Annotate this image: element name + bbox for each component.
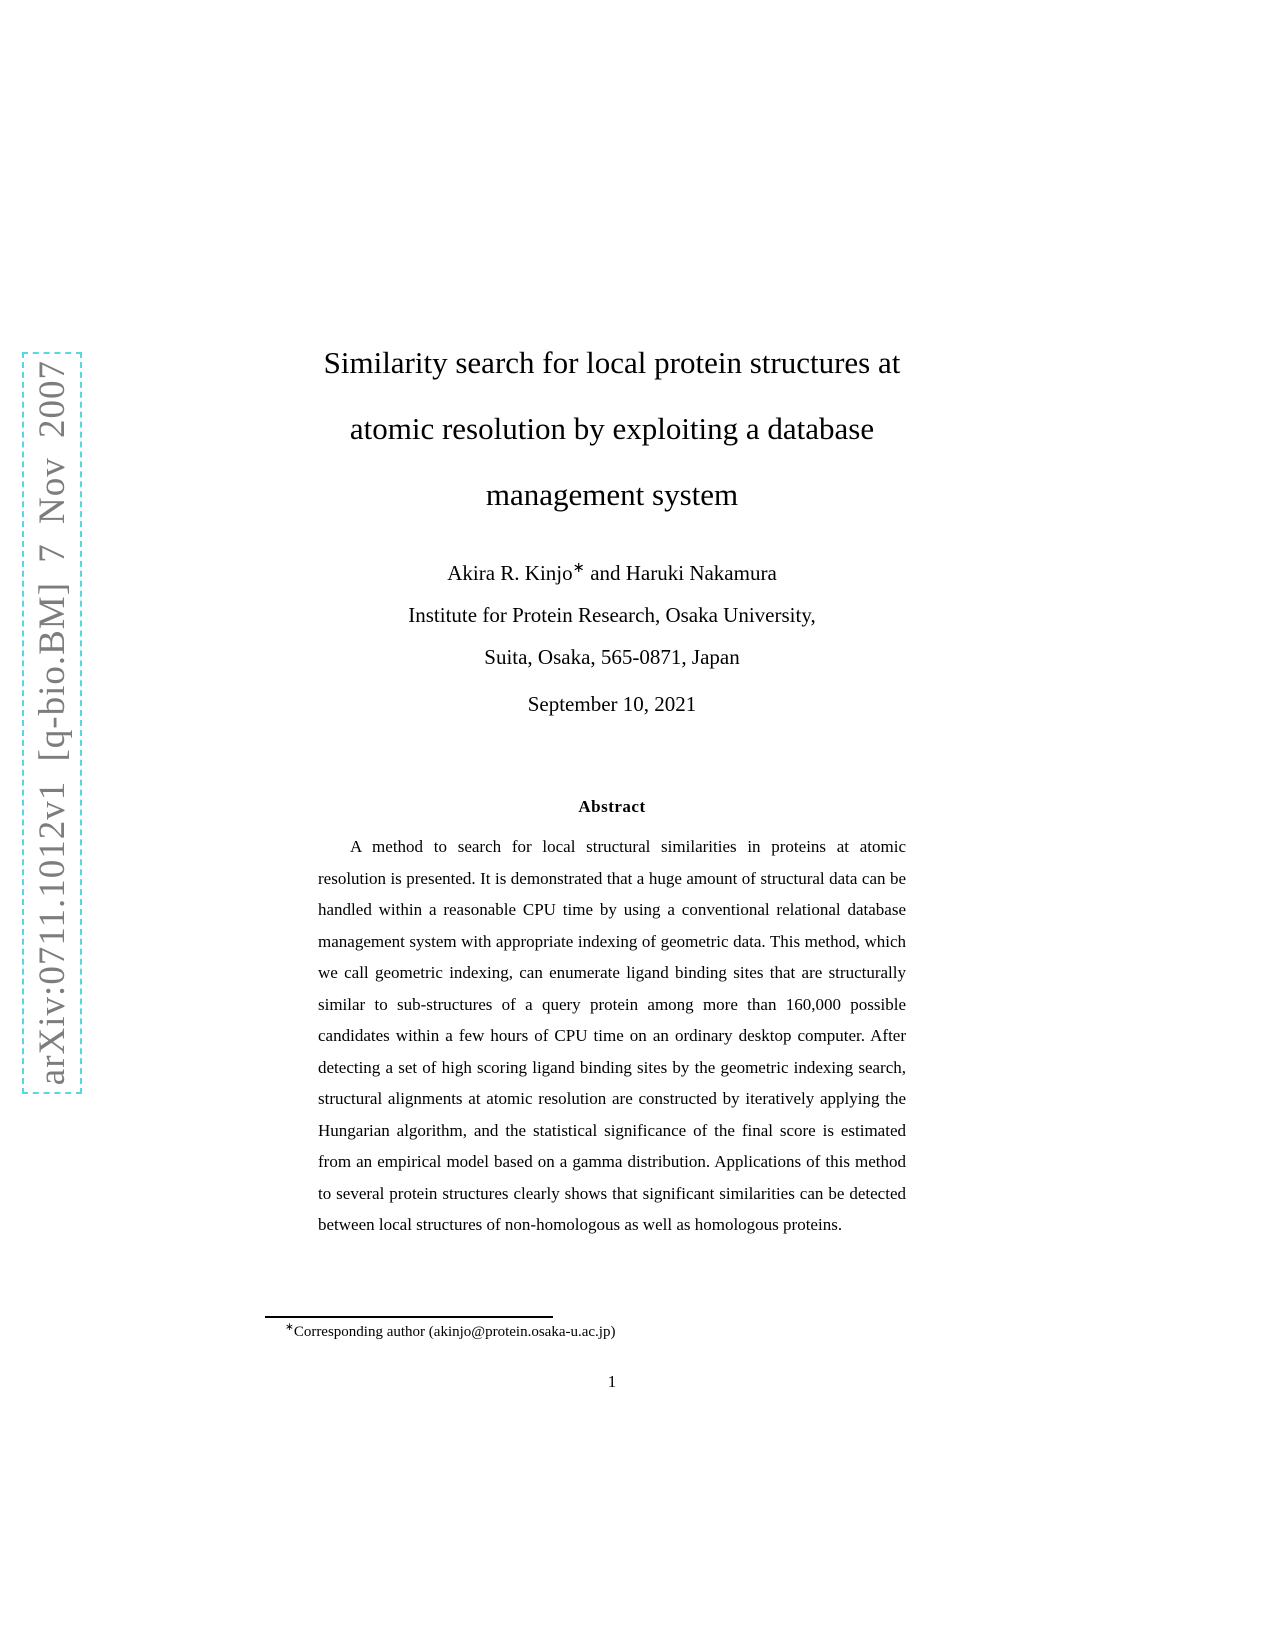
affiliation-line-1: Institute for Protein Research, Osaka University, — [408, 603, 816, 627]
title-line-2: atomic resolution by exploiting a database — [349, 411, 875, 446]
footnote — [265, 1324, 965, 1341]
title-line-3: management system — [485, 477, 739, 512]
author-name-1: Akira R. Kinjo — [447, 561, 573, 585]
footnote-rule — [265, 1316, 553, 1318]
authors-line — [262, 552, 962, 594]
affiliation-line-2: Suita, Osaka, 565-0871, Japan — [484, 645, 740, 669]
abstract-body: A method to search for local structural similarities in proteins at atomic resolution is presented. It is demonstrated that a huge amount of structural data can be handled within a reasonable CPU time by using a conventional relational database management system with appropriate indexing of geometric data. This method, which we call geometric indexing, can enumerate ligand binding sites that are structurally similar to sub-structures of a query protein among more than 160,000 possible candidates within a few hours of CPU time on an ordinary desktop computer. After detecting a set of high scoring ligand binding sites by the geometric indexing search, structural alignments at atomic resolution are constructed by iteratively applying the Hungarian algorithm, and the statistical significance of the final score is estimated from an empirical model based on a gamma distribution. Applications of this method to several protein structures clearly shows that significant similarities can be detected between local structures of non-homologous as well as homologous proteins. — [318, 837, 906, 1234]
abstract-heading: Abstract — [578, 797, 646, 816]
arxiv-watermark — [22, 352, 82, 1094]
arxiv-watermark-text: arXiv:0711.1012v1 [q-bio.BM] 7 Nov 2007 — [31, 360, 73, 1086]
author-name-2: and Haruki Nakamura — [584, 561, 777, 585]
title-line-1: Similarity search for local protein structures at — [323, 345, 901, 380]
footnote-text: Corresponding author (akinjo@protein.osaka-u.ac.jp) — [293, 1324, 616, 1340]
date-line: September 10, 2021 — [527, 692, 697, 716]
paper-content — [262, 0, 962, 1241]
author-block — [262, 552, 962, 678]
page-number: 1 — [607, 1372, 617, 1391]
footnote-asterisk: ∗ — [285, 1322, 294, 1333]
paper-title — [262, 330, 962, 528]
author-asterisk: ∗ — [572, 560, 585, 576]
